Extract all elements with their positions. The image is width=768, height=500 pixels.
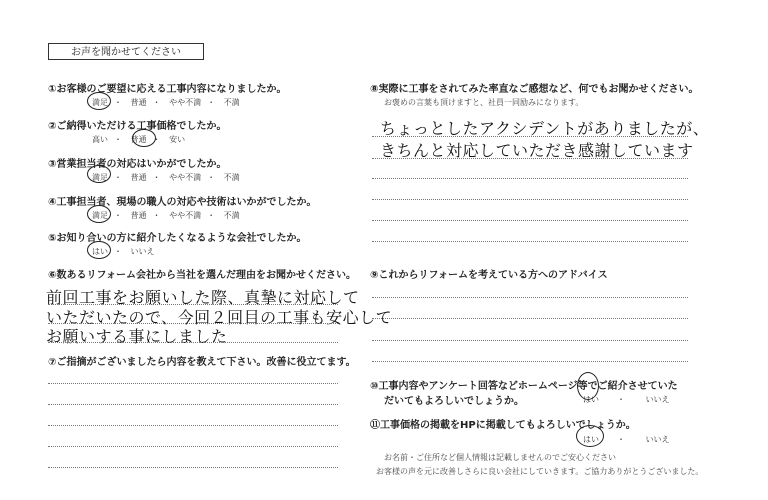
answer-line [372,136,688,137]
handwritten-answer-8-line1: ちょっとしたアクシデントがありましたが、 [380,119,710,138]
answer-line [48,323,338,324]
answer-circle [87,165,111,183]
option-yes[interactable]: はい [583,435,599,444]
question-8-note: お褒めの言葉も頂けますと、社員一同励みになります。 [384,98,584,107]
question-5-options: はい ・ いいえ [92,247,155,256]
answer-line [372,340,688,341]
answer-line [48,342,338,343]
question-4-options: 満足 ・ 普通 ・ やや不満 ・ 不満 [92,211,240,220]
answer-line [372,297,688,298]
question-1: ①お客様のご要望に応える工事内容になりましたか。 [48,84,287,95]
question-9: ⑨これからリフォームを考えている方へのアドバイス [370,270,608,281]
answer-circle [87,241,111,259]
question-10-options: はい ・ いいえ [583,395,670,404]
answer-circle [577,372,599,400]
option-yes[interactable]: はい [583,395,599,404]
answer-line [372,220,688,221]
option-no[interactable]: いいえ [130,247,155,256]
option-expensive[interactable]: 高い [92,135,108,144]
answer-line [372,199,688,200]
question-2: ②ご納得いただける工事価格でしたか。 [48,121,227,132]
handwritten-answer-6-line1: 前回工事をお願いした際、真摯に対応して [46,288,360,307]
option-no[interactable]: いいえ [645,435,670,444]
answer-line [48,304,338,305]
answer-circle [87,92,111,110]
question-10: ⑩工事内容やアンケート回答などホームページ等でご紹介させていた [370,381,678,392]
answer-line [48,383,338,384]
question-6: ⑥数あるリフォーム会社から当社を選んだ理由をお聞かせください。 [48,270,356,281]
answer-line [372,318,688,319]
question-8: ⑧実際に工事をされてみた率直なご感想など、何でもお聞かせください。 [370,84,699,95]
option-unsatisfied[interactable]: 不満 [223,211,240,220]
answer-circle [132,129,156,147]
answer-line [48,404,338,405]
option-satisfied[interactable]: 満足 [92,211,108,220]
handwritten-answer-8-line2: きちんと対応していただき感謝しています [380,141,694,160]
question-1-options: 満足 ・ 普通 ・ やや不満 ・ 不満 [92,98,240,107]
question-3-options: 満足 ・ 普通 ・ やや不満 ・ 不満 [92,173,240,182]
option-normal[interactable]: 普通 [130,98,147,107]
question-11-options: はい ・ いいえ [583,435,670,444]
handwritten-answer-6-line3: お願いする事にしました [46,327,228,346]
question-4: ④工事担当者、現場の職人の対応や技術はいかがでしたか。 [48,197,317,208]
option-no[interactable]: いいえ [645,395,670,404]
question-7: ⑦ご指摘がございましたら内容を教えて下さい。改善に役立てます。 [48,357,356,368]
question-2-options: 高い ・ 普通 ・ 安い [92,135,186,144]
answer-line [48,446,338,447]
closing-note: お客様の声を元に改善しさらに良い会社にしていきます。ご協力ありがとうございました。 [376,467,704,476]
option-slightly-unsatisfied[interactable]: やや不満 [169,98,202,107]
section-title: お声を聞かせてください [48,43,204,60]
option-normal[interactable]: 普通 [130,211,147,220]
option-normal[interactable]: 普通 [130,173,147,182]
question-5: ⑤お知り合いの方に紹介したくなるような会社でしたか。 [48,233,307,244]
option-slightly-unsatisfied[interactable]: やや不満 [169,173,202,182]
option-unsatisfied[interactable]: 不満 [223,98,240,107]
option-normal[interactable]: 普通 [130,135,147,144]
answer-line [372,158,688,159]
privacy-note: お名前・ご住所など個人情報は記載しませんのでご安心ください [384,453,616,462]
answer-line [372,361,688,362]
handwritten-answer-6-line2: いただいたので、今回２回目の工事も安心して [46,308,393,327]
option-unsatisfied[interactable]: 不満 [223,173,240,182]
option-slightly-unsatisfied[interactable]: やや不満 [169,211,202,220]
option-cheap[interactable]: 安い [169,135,186,144]
answer-line [48,467,338,468]
option-satisfied[interactable]: 満足 [92,98,108,107]
answer-circle [576,425,604,447]
question-3: ③営業担当者の対応はいかがでしたか。 [48,159,227,170]
question-11: ⑪工事価格の掲載をHPに掲載してもよろしいでしょうか。 [370,420,636,431]
option-satisfied[interactable]: 満足 [92,173,108,182]
answer-line [372,241,688,242]
answer-circle [87,205,111,223]
question-10-cont: だいてもよろしいでしょうか。 [384,396,524,407]
answer-line [48,425,338,426]
answer-line [372,178,688,179]
option-yes[interactable]: はい [92,247,108,256]
